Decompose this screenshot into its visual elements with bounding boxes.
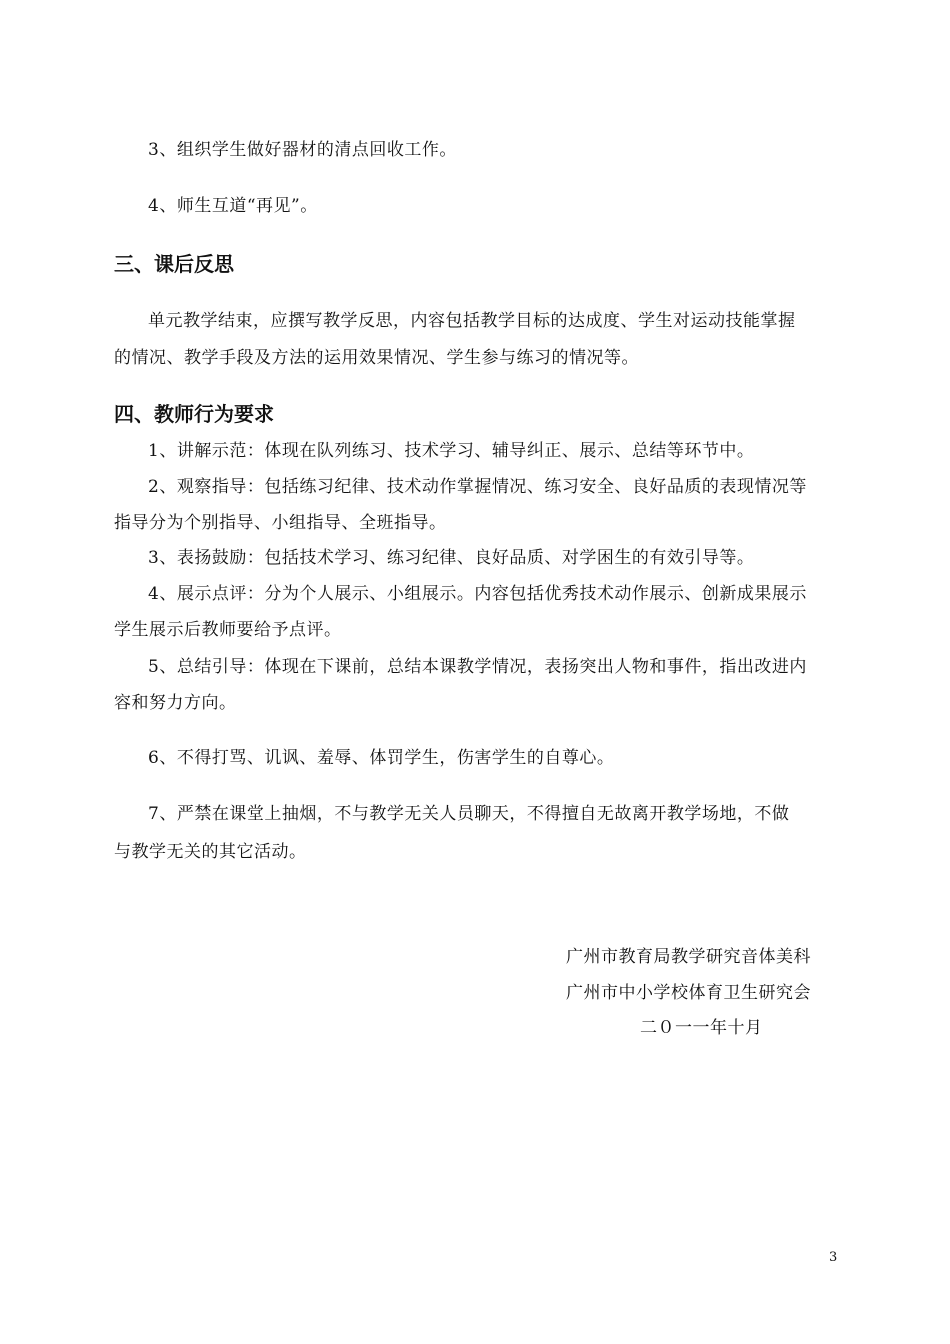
requirement-item-5-line-2: 容和努力方向。 (114, 693, 237, 713)
signature-date: 二０一一年十月 (640, 1018, 763, 1038)
closing-step-4: 4、师生互道“再见”。 (148, 196, 318, 216)
signature-org-1: 广州市教育局教学研究音体美科 (566, 947, 811, 967)
requirement-item-7-line-2: 与教学无关的其它活动。 (114, 842, 307, 862)
section-3-paragraph-line-1: 单元教学结束，应撰写教学反思，内容包括教学目标的达成度、学生对运动技能掌握 (148, 311, 796, 331)
signature-org-2: 广州市中小学校体育卫生研究会 (566, 983, 811, 1003)
requirement-item-4-line-2: 学生展示后教师要给予点评。 (114, 620, 342, 640)
requirement-item-1: 1、讲解示范：体现在队列练习、技术学习、辅导纠正、展示、总结等环节中。 (148, 441, 755, 461)
closing-step-3: 3、组织学生做好器材的清点回收工作。 (148, 140, 457, 160)
section-4-heading: 四、教师行为要求 (114, 402, 274, 426)
requirement-item-4-line-1: 4、展示点评：分为个人展示、小组展示。内容包括优秀技术动作展示、创新成果展示 (148, 584, 807, 604)
section-3-heading: 三、课后反思 (114, 252, 234, 276)
requirement-item-7-line-1: 7、严禁在课堂上抽烟，不与教学无关人员聊天，不得擅自无故离开教学场地，不做 (148, 804, 790, 824)
requirement-item-2-line-2: 指导分为个别指导、小组指导、全班指导。 (114, 513, 447, 533)
requirement-item-6: 6、不得打骂、讥讽、羞辱、体罚学生，伤害学生的自尊心。 (148, 748, 615, 768)
page-number: 3 (829, 1250, 838, 1265)
requirement-item-3: 3、表扬鼓励：包括技术学习、练习纪律、良好品质、对学困生的有效引导等。 (148, 548, 755, 568)
section-3-paragraph-line-2: 的情况、教学手段及方法的运用效果情况、学生参与练习的情况等。 (114, 348, 639, 368)
requirement-item-5-line-1: 5、总结引导：体现在下课前，总结本课教学情况，表扬突出人物和事件，指出改进内 (148, 657, 807, 677)
requirement-item-2-line-1: 2、观察指导：包括练习纪律、技术动作掌握情况、练习安全、良好品质的表现情况等 (148, 477, 807, 497)
